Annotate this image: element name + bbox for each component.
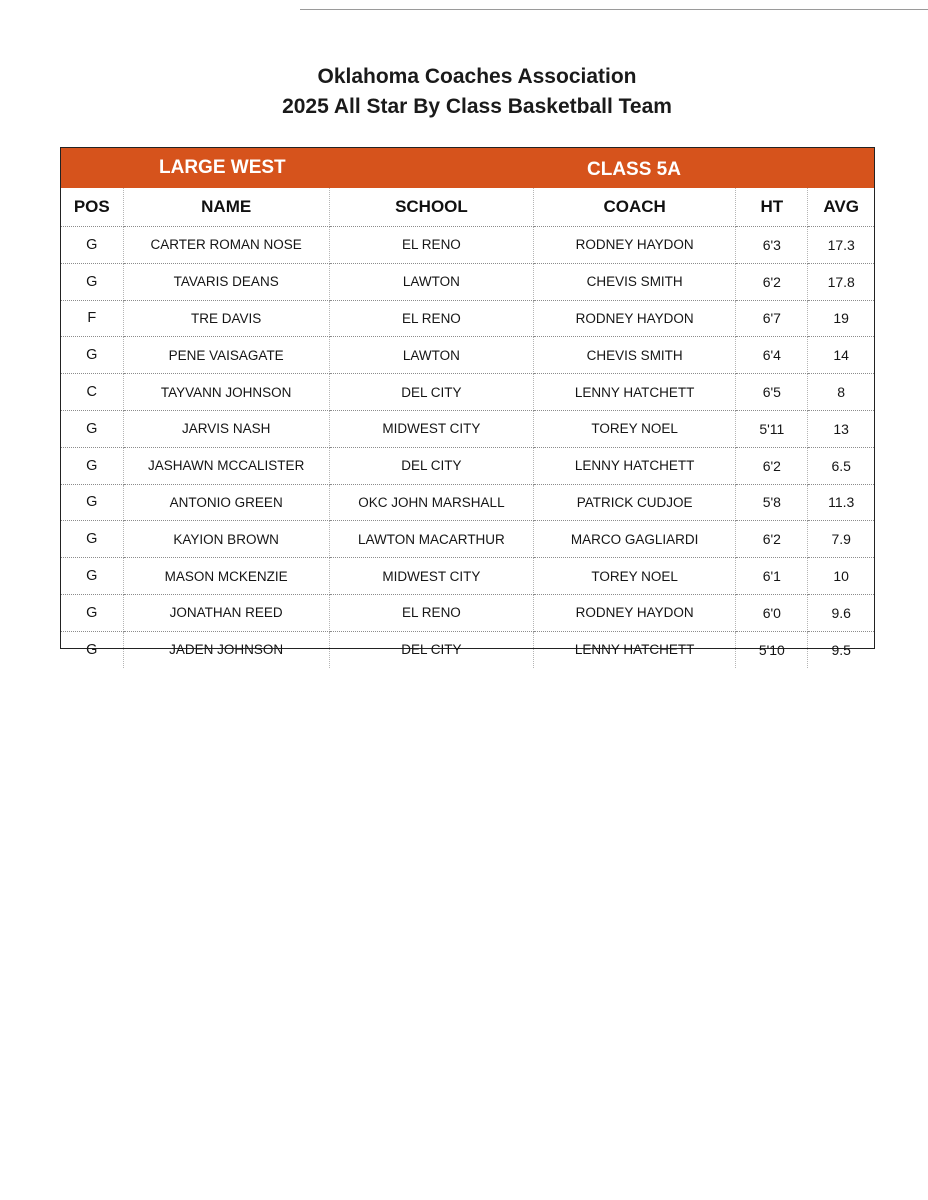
cell-coach: RODNEY HAYDON — [534, 300, 736, 337]
header-coach: COACH — [534, 188, 736, 227]
table-row — [61, 594, 874, 631]
cell-ht: 6'0 — [736, 594, 808, 631]
cell-coach: LENNY HATCHETT — [534, 631, 736, 667]
cell-name: TAYVANN JOHNSON — [123, 374, 329, 411]
cell-coach: PATRICK CUDJOE — [534, 484, 736, 521]
cell-name: CARTER ROMAN NOSE — [123, 227, 329, 264]
table-row — [61, 631, 874, 667]
cell-school: OKC JOHN MARSHALL — [329, 484, 533, 521]
cell-avg: 11.3 — [808, 484, 874, 521]
cell-avg: 13 — [808, 410, 874, 447]
region-label: LARGE WEST — [159, 157, 286, 178]
cell-avg: 9.6 — [808, 594, 874, 631]
cell-avg: 8 — [808, 374, 874, 411]
cell-coach: TOREY NOEL — [534, 558, 736, 595]
cell-coach: RODNEY HAYDON — [534, 227, 736, 264]
cell-coach: LENNY HATCHETT — [534, 447, 736, 484]
cell-pos: G — [61, 521, 123, 558]
cell-ht: 6'2 — [736, 521, 808, 558]
header-name: NAME — [123, 188, 329, 227]
organization-title: Oklahoma Coaches Association — [317, 65, 637, 88]
header-avg: AVG — [808, 188, 874, 227]
class-label: CLASS 5A — [587, 159, 681, 180]
table-row — [61, 410, 874, 447]
table-row — [61, 558, 874, 595]
cell-pos: G — [61, 263, 123, 300]
table-row — [61, 447, 874, 484]
cell-school: LAWTON — [329, 337, 533, 374]
cell-name: TRE DAVIS — [123, 300, 329, 337]
cell-ht: 6'5 — [736, 374, 808, 411]
cell-ht: 6'2 — [736, 447, 808, 484]
cell-pos: G — [61, 484, 123, 521]
cell-coach: CHEVIS SMITH — [534, 263, 736, 300]
cell-ht: 6'7 — [736, 300, 808, 337]
table-row — [61, 300, 874, 337]
cell-avg: 17.3 — [808, 227, 874, 264]
cell-ht: 6'4 — [736, 337, 808, 374]
cell-avg: 19 — [808, 300, 874, 337]
region-banner — [61, 148, 874, 188]
cell-coach: TOREY NOEL — [534, 410, 736, 447]
roster-table — [61, 188, 874, 668]
cell-pos: G — [61, 558, 123, 595]
cell-pos: G — [61, 631, 123, 667]
cell-pos: G — [61, 594, 123, 631]
cell-name: ANTONIO GREEN — [123, 484, 329, 521]
header-pos: POS — [61, 188, 123, 227]
cell-ht: 6'1 — [736, 558, 808, 595]
cell-ht: 6'3 — [736, 227, 808, 264]
table-row — [61, 521, 874, 558]
table-row — [61, 263, 874, 300]
table-row — [61, 374, 874, 411]
cell-school: DEL CITY — [329, 447, 533, 484]
roster-table-frame — [60, 147, 875, 658]
cell-name: JADEN JOHNSON — [123, 631, 329, 667]
table-row — [61, 337, 874, 374]
cell-pos: G — [61, 337, 123, 374]
cell-name: JARVIS NASH — [123, 410, 329, 447]
cell-pos: G — [61, 447, 123, 484]
cell-pos: G — [61, 410, 123, 447]
cell-coach: CHEVIS SMITH — [534, 337, 736, 374]
cell-pos: G — [61, 227, 123, 264]
cell-coach: RODNEY HAYDON — [534, 594, 736, 631]
cell-school: DEL CITY — [329, 374, 533, 411]
table-body — [61, 227, 874, 668]
team-title: 2025 All Star By Class Basketball Team — [282, 95, 672, 118]
cell-ht: 5'11 — [736, 410, 808, 447]
cell-school: LAWTON — [329, 263, 533, 300]
cell-avg: 9.5 — [831, 641, 851, 658]
cell-avg: 14 — [808, 337, 874, 374]
cell-name: MASON MCKENZIE — [123, 558, 329, 595]
cell-name: KAYION BROWN — [123, 521, 329, 558]
table-row — [61, 484, 874, 521]
document-title — [0, 62, 928, 122]
cell-school: EL RENO — [329, 227, 533, 264]
cell-ht: 5'8 — [736, 484, 808, 521]
header-school: SCHOOL — [329, 188, 533, 227]
table-row — [61, 227, 874, 264]
cell-name: PENE VAISAGATE — [123, 337, 329, 374]
cell-school: DEL CITY — [329, 631, 533, 667]
cell-pos: F — [61, 300, 123, 337]
cell-school: MIDWEST CITY — [329, 558, 533, 595]
cell-ht: 6'2 — [736, 263, 808, 300]
cell-avg: 17.8 — [808, 263, 874, 300]
cell-pos: C — [61, 374, 123, 411]
header-ht: HT — [736, 188, 808, 227]
scan-edge-line — [300, 9, 928, 10]
cell-avg: 6.5 — [808, 447, 874, 484]
cell-school: EL RENO — [329, 300, 533, 337]
table-header-row — [61, 188, 874, 227]
cell-coach: MARCO GAGLIARDI — [534, 521, 736, 558]
cell-name: JASHAWN MCCALISTER — [123, 447, 329, 484]
cell-school: MIDWEST CITY — [329, 410, 533, 447]
cell-avg: 10 — [808, 558, 874, 595]
cell-ht: 5'10 — [736, 631, 808, 667]
cell-avg: 7.9 — [808, 521, 874, 558]
cell-name: TAVARIS DEANS — [123, 263, 329, 300]
cell-school: LAWTON MACARTHUR — [329, 521, 533, 558]
cell-name: JONATHAN REED — [123, 594, 329, 631]
cell-coach: LENNY HATCHETT — [534, 374, 736, 411]
cell-school: EL RENO — [329, 594, 533, 631]
